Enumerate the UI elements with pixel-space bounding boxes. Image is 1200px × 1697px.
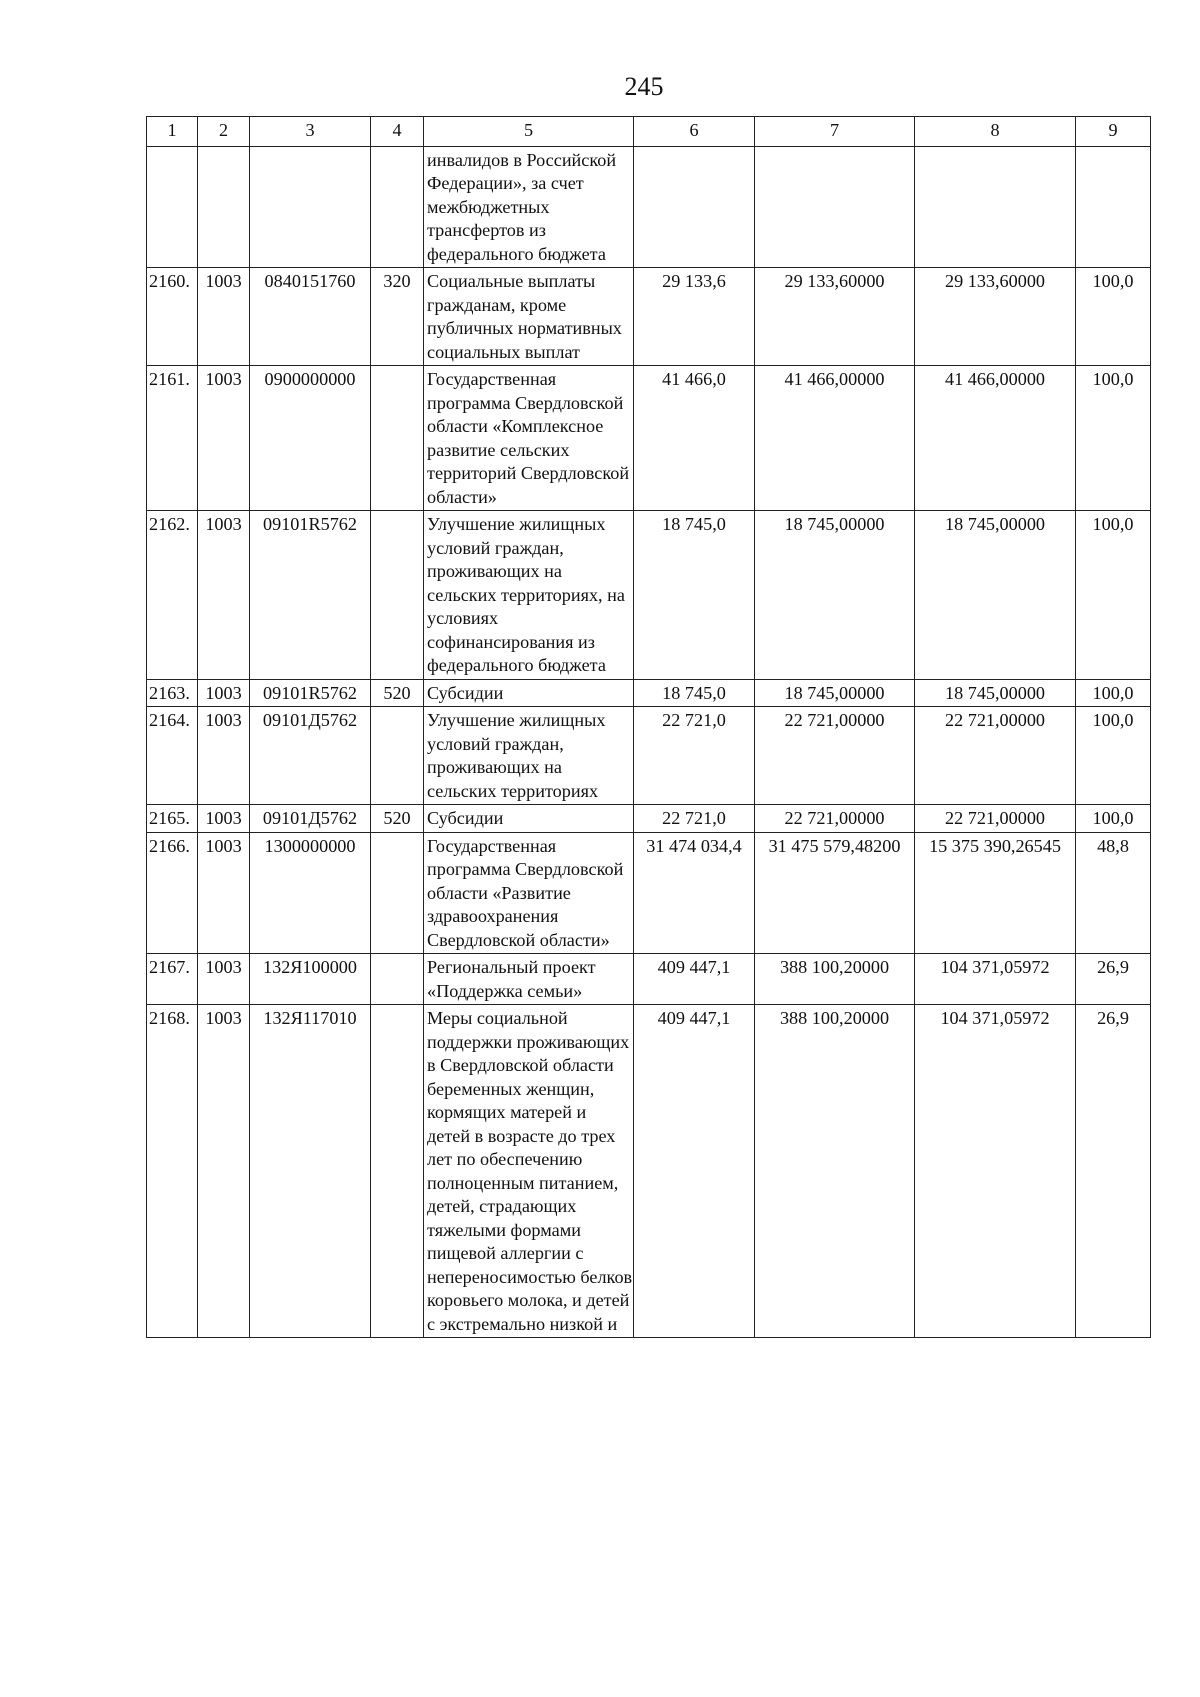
row-number-cell: 2165. (147, 805, 198, 833)
item-name-cell: Государственная программа Свердловской области «Развитие здравоохранения Свердловской области» (424, 832, 634, 954)
item-name-cell: Субсидии (424, 679, 634, 707)
plan-amount-cell: 29 133,6 (634, 268, 755, 366)
refined-amount-cell (755, 146, 915, 268)
section-code-cell: 1003 (198, 832, 250, 954)
expense-type-cell (371, 954, 424, 1005)
table-row (147, 268, 1151, 366)
table-row (147, 805, 1151, 833)
refined-amount-cell: 18 745,00000 (755, 679, 915, 707)
plan-amount-cell: 22 721,0 (634, 707, 755, 805)
refined-amount-cell: 29 133,60000 (755, 268, 915, 366)
table-row (147, 679, 1151, 707)
plan-amount-cell: 409 447,1 (634, 1005, 755, 1338)
executed-amount-cell: 41 466,00000 (915, 366, 1076, 511)
target-code-cell (250, 146, 371, 268)
section-code-cell: 1003 (198, 1005, 250, 1338)
percent-cell: 100,0 (1076, 707, 1151, 805)
percent-cell: 48,8 (1076, 832, 1151, 954)
refined-amount-cell: 31 475 579,48200 (755, 832, 915, 954)
target-code-cell: 09101Д5762 (250, 707, 371, 805)
expense-type-cell (371, 146, 424, 268)
item-name-cell: Улучшение жилищных условий граждан, проживающих на сельских территориях (424, 707, 634, 805)
table-row (147, 707, 1151, 805)
section-code-cell: 1003 (198, 805, 250, 833)
plan-amount-cell (634, 146, 755, 268)
target-code-cell: 0840151760 (250, 268, 371, 366)
percent-cell: 100,0 (1076, 679, 1151, 707)
table-row (147, 832, 1151, 954)
executed-amount-cell: 22 721,00000 (915, 707, 1076, 805)
plan-amount-cell: 409 447,1 (634, 954, 755, 1005)
executed-amount-cell: 104 371,05972 (915, 954, 1076, 1005)
row-number-cell: 2168. (147, 1005, 198, 1338)
executed-amount-cell: 29 133,60000 (915, 268, 1076, 366)
header-cell: 9 (1076, 117, 1151, 147)
target-code-cell: 09101R5762 (250, 511, 371, 680)
plan-amount-cell: 22 721,0 (634, 805, 755, 833)
section-code-cell: 1003 (198, 268, 250, 366)
percent-cell: 100,0 (1076, 268, 1151, 366)
target-code-cell: 09101R5762 (250, 679, 371, 707)
item-name-cell: Улучшение жилищных условий граждан, проживающих на сельских территориях, на условиях софинансирования из федерального бюджета (424, 511, 634, 680)
item-name-cell: Субсидии (424, 805, 634, 833)
table-row (147, 366, 1151, 511)
target-code-cell: 132Я100000 (250, 954, 371, 1005)
expense-type-cell (371, 366, 424, 511)
executed-amount-cell: 18 745,00000 (915, 679, 1076, 707)
target-code-cell: 09101Д5762 (250, 805, 371, 833)
table-header-row (147, 117, 1151, 147)
expense-type-cell (371, 832, 424, 954)
table-row (147, 146, 1151, 268)
row-number-cell: 2166. (147, 832, 198, 954)
target-code-cell: 1300000000 (250, 832, 371, 954)
section-code-cell: 1003 (198, 366, 250, 511)
expense-type-cell: 520 (371, 805, 424, 833)
percent-cell: 100,0 (1076, 511, 1151, 680)
row-number-cell: 2161. (147, 366, 198, 511)
header-cell: 5 (424, 117, 634, 147)
executed-amount-cell: 104 371,05972 (915, 1005, 1076, 1338)
refined-amount-cell: 22 721,00000 (755, 805, 915, 833)
row-number-cell (147, 146, 198, 268)
item-name-cell: инвалидов в Российской Федерации», за счет межбюджетных трансфертов из федерального бюджета (424, 146, 634, 268)
table-row (147, 511, 1151, 680)
executed-amount-cell (915, 146, 1076, 268)
header-cell: 3 (250, 117, 371, 147)
percent-cell: 26,9 (1076, 954, 1151, 1005)
expense-type-cell: 320 (371, 268, 424, 366)
item-name-cell: Региональный проект «Поддержка семьи» (424, 954, 634, 1005)
header-cell: 4 (371, 117, 424, 147)
budget-table (146, 116, 1151, 1338)
page-number: 245 (624, 72, 664, 101)
item-name-cell: Государственная программа Свердловской области «Комплексное развитие сельских территорий Свердловской области» (424, 366, 634, 511)
header-cell: 6 (634, 117, 755, 147)
expense-type-cell (371, 1005, 424, 1338)
executed-amount-cell: 18 745,00000 (915, 511, 1076, 680)
header-cell: 8 (915, 117, 1076, 147)
section-code-cell (198, 146, 250, 268)
header-cell: 1 (147, 117, 198, 147)
percent-cell: 100,0 (1076, 366, 1151, 511)
table-row (147, 954, 1151, 1005)
plan-amount-cell: 18 745,0 (634, 679, 755, 707)
row-number-cell: 2162. (147, 511, 198, 680)
expense-type-cell (371, 511, 424, 680)
refined-amount-cell: 18 745,00000 (755, 511, 915, 680)
percent-cell (1076, 146, 1151, 268)
row-number-cell: 2163. (147, 679, 198, 707)
section-code-cell: 1003 (198, 954, 250, 1005)
executed-amount-cell: 15 375 390,26545 (915, 832, 1076, 954)
item-name-cell: Меры социальной поддержки проживающих в Свердловской области беременных женщин, кормящих матерей и детей в возрасте до трех лет по обеспечению полноценным питанием, детей, страдающих тяжелыми формами пищевой аллергии с непереносимостью белков коровьего молока, и детей с экстремально низкой и (424, 1005, 634, 1338)
plan-amount-cell: 31 474 034,4 (634, 832, 755, 954)
plan-amount-cell: 18 745,0 (634, 511, 755, 680)
header-cell: 2 (198, 117, 250, 147)
percent-cell: 26,9 (1076, 1005, 1151, 1338)
row-number-cell: 2167. (147, 954, 198, 1005)
section-code-cell: 1003 (198, 679, 250, 707)
row-number-cell: 2160. (147, 268, 198, 366)
item-name-cell: Социальные выплаты гражданам, кроме публичных нормативных социальных выплат (424, 268, 634, 366)
table-row (147, 1005, 1151, 1338)
header-cell: 7 (755, 117, 915, 147)
refined-amount-cell: 388 100,20000 (755, 1005, 915, 1338)
section-code-cell: 1003 (198, 511, 250, 680)
plan-amount-cell: 41 466,0 (634, 366, 755, 511)
section-code-cell: 1003 (198, 707, 250, 805)
expense-type-cell: 520 (371, 679, 424, 707)
expense-type-cell (371, 707, 424, 805)
refined-amount-cell: 388 100,20000 (755, 954, 915, 1005)
target-code-cell: 132Я117010 (250, 1005, 371, 1338)
row-number-cell: 2164. (147, 707, 198, 805)
executed-amount-cell: 22 721,00000 (915, 805, 1076, 833)
refined-amount-cell: 22 721,00000 (755, 707, 915, 805)
percent-cell: 100,0 (1076, 805, 1151, 833)
refined-amount-cell: 41 466,00000 (755, 366, 915, 511)
target-code-cell: 0900000000 (250, 366, 371, 511)
